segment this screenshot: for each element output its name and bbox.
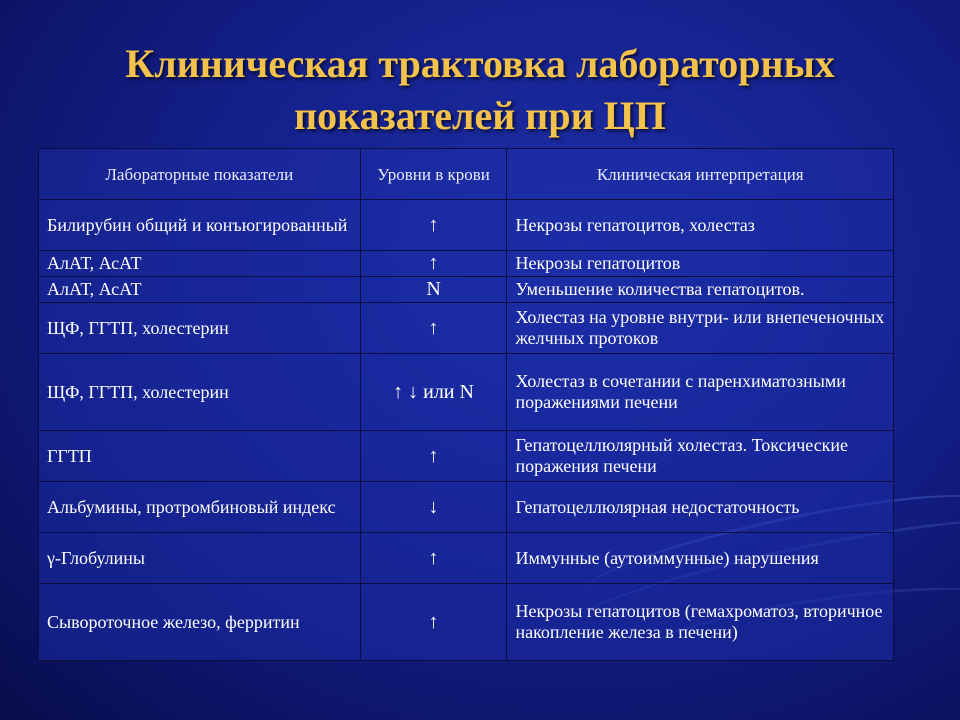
cell-interpretation: Холестаз в сочетании с паренхиматозными поражениями печени bbox=[507, 354, 894, 431]
table-row bbox=[39, 533, 894, 584]
cell-parameter: АлАТ, АсАТ bbox=[39, 277, 361, 303]
cell-parameter: ЩФ, ГГТП, холестерин bbox=[39, 354, 361, 431]
table-row bbox=[39, 303, 894, 354]
header-parameters: Лабораторные показатели bbox=[39, 149, 361, 200]
cell-level: ↓ bbox=[360, 482, 507, 533]
cell-level: ↑ bbox=[360, 200, 507, 251]
table-row bbox=[39, 482, 894, 533]
table-row bbox=[39, 431, 894, 482]
cell-parameter: γ-Глобулины bbox=[39, 533, 361, 584]
cell-level: ↑ bbox=[360, 303, 507, 354]
cell-interpretation: Некрозы гепатоцитов bbox=[507, 251, 894, 277]
table-row bbox=[39, 584, 894, 661]
cell-parameter: Билирубин общий и конъюгированный bbox=[39, 200, 361, 251]
cell-interpretation: Гепатоцеллюлярная недостаточность bbox=[507, 482, 894, 533]
header-blood-levels: Уровни в крови bbox=[360, 149, 507, 200]
cell-parameter: АлАТ, АсАТ bbox=[39, 251, 361, 277]
cell-interpretation: Холестаз на уровне внутри- или внепеченочных желчных протоков bbox=[507, 303, 894, 354]
table-row bbox=[39, 200, 894, 251]
cell-level: ↑ bbox=[360, 431, 507, 482]
slide-title-line-2: показателей при ЦП bbox=[294, 93, 666, 138]
cell-interpretation: Некрозы гепатоцитов (гемахроматоз, вторичное накопление железа в печени) bbox=[507, 584, 894, 661]
slide-title bbox=[0, 38, 960, 142]
cell-parameter: Сывороточное железо, ферритин bbox=[39, 584, 361, 661]
table-row bbox=[39, 277, 894, 303]
header-interpretation: Клиническая интерпретация bbox=[507, 149, 894, 200]
slide-title-line-1: Клиническая трактовка лабораторных bbox=[125, 41, 835, 86]
cell-interpretation: Уменьшение количества гепатоцитов. bbox=[507, 277, 894, 303]
table-header-row bbox=[39, 149, 894, 200]
cell-level: ↑ bbox=[360, 251, 507, 277]
cell-interpretation: Гепатоцеллюлярный холестаз. Токсические поражения печени bbox=[507, 431, 894, 482]
cell-level: ↑ ↓ или N bbox=[360, 354, 507, 431]
table-row bbox=[39, 354, 894, 431]
cell-interpretation: Некрозы гепатоцитов, холестаз bbox=[507, 200, 894, 251]
cell-parameter: Альбумины, протромбиновый индекс bbox=[39, 482, 361, 533]
cell-parameter: ГГТП bbox=[39, 431, 361, 482]
table-row bbox=[39, 251, 894, 277]
lab-table bbox=[38, 148, 894, 661]
cell-parameter: ЩФ, ГГТП, холестерин bbox=[39, 303, 361, 354]
cell-level: N bbox=[360, 277, 507, 303]
cell-interpretation: Иммунные (аутоиммунные) нарушения bbox=[507, 533, 894, 584]
cell-level: ↑ bbox=[360, 533, 507, 584]
cell-level: ↑ bbox=[360, 584, 507, 661]
